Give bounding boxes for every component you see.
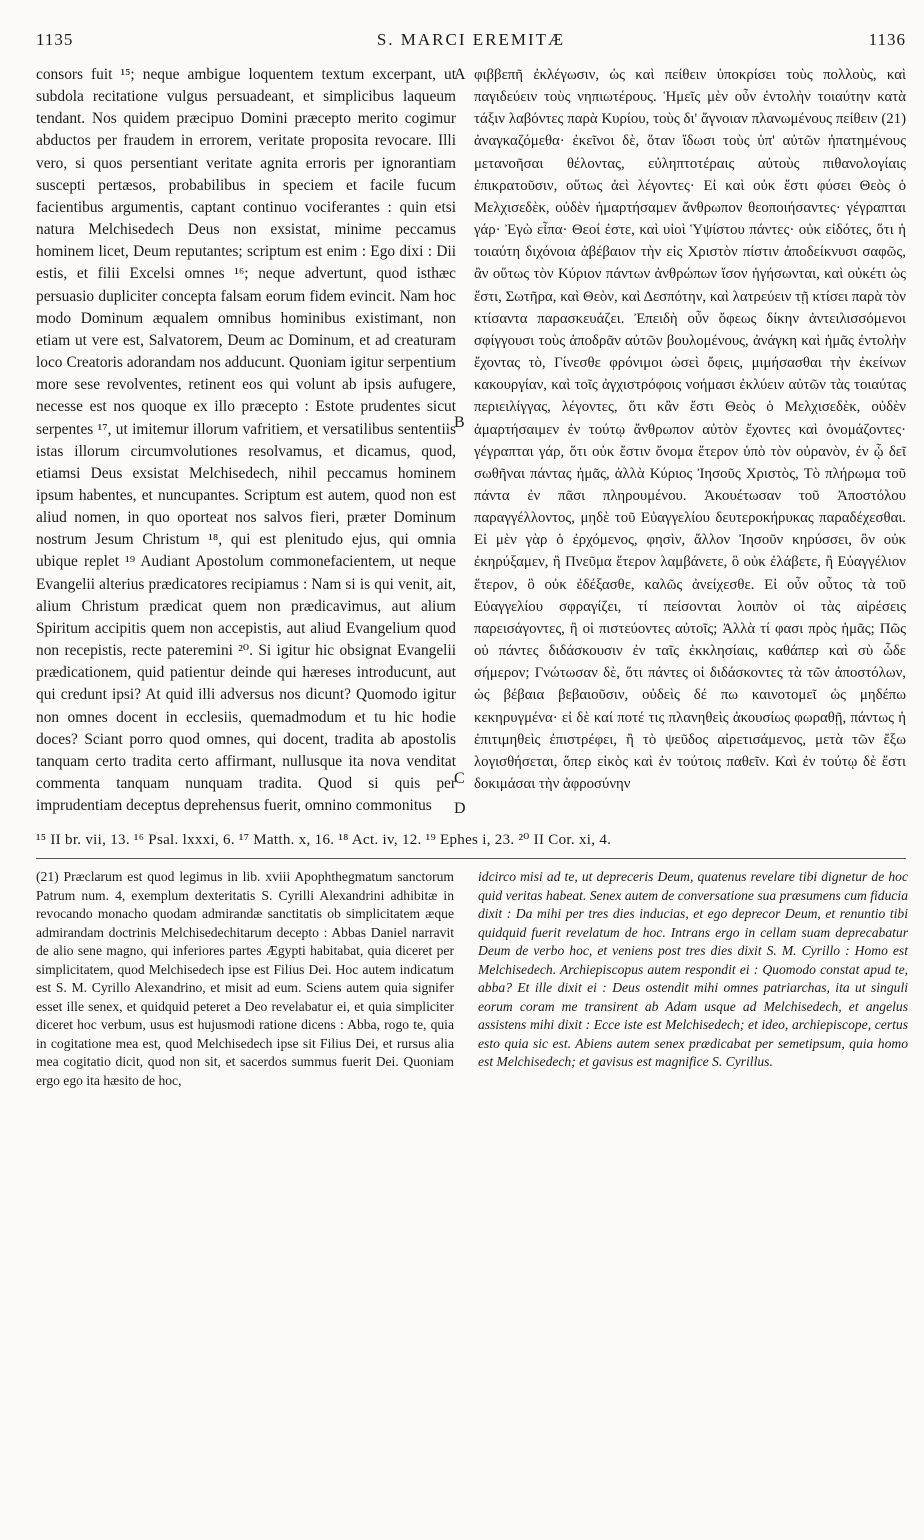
margin-letter-c: C bbox=[454, 770, 465, 787]
main-text bbox=[36, 64, 906, 824]
scripture-references: ¹⁵ II br. vii, 13. ¹⁶ Psal. lxxxi, 6. ¹⁷ Matth. x, 16. ¹⁸ Act. iv, 12. ¹⁹ Ephes i, 23. ²⁰ II Cor. xi, 4. bbox=[36, 832, 612, 848]
margin-letter-a: A bbox=[454, 66, 466, 83]
running-header bbox=[36, 30, 906, 60]
margin-letter-d: D bbox=[454, 800, 466, 817]
latin-text: consors fuit ¹⁵; neque ambigue loquentem textum excerpant, ut subdola recitatione vulgus persuadeant, et simplicibus laqueum tendant. Nos quidem præcipuo Domini præcepto merito cogimur abductos per fraudem in errorem, veritate proposita revocare. Illi vero, si quos persentiant veritate agnita erroris per ignorantiam suscepti pertæsos, probabilibus in speciem et facile fucum facientibus argumentis, captant continuo vociferantes : quin etsi natura Melchisedech Deus non exsistat, minime peccamus hominem licet, Deum reputantes; scriptum est enim : Ego dixi : Dii estis, et filii Excelsi omnes ¹⁶; neque advertunt, quod isthæc persuasio dupliciter concepta falsam eorum fidem evincit. Nam hoc modo Dominum æqualem omnibus hominibus existimant, non etiam ut vere est, Salvatorem, Deum ac Dominum, et ad creaturam loco Creatoris adorandam nos adducunt. Quoniam igitur serpentium more sese revolventes, retinent eos qui volunt ab ipsis aufugere, necesse est nos quoque ex illo præcepto : Estote prudentes sicut serpentes ¹⁷, ut imitemur illorum vafritiem, et versatilibus sententiis istas illorum circumvolutiones resolvamus, et dicamus, quod, etiamsi Deus exsistat Melchisedech, nihil peccamus hominem ipsum habentes, et nuncupantes. Scriptum est autem, quod non est aliud nomen, in quo oporteat nos salvos fieri, præter Dominum nostrum Jesum Christum ¹⁸, qui est plenitudo ejus, qui omnia ubique replet ¹⁹ Audiant Apostolum commonefacientem, ut neque Evangelii alterius prædicatores recipiamus : Nam si is qui venit, ait, alium Christum prædicat quem non prædicavimus, aut alium Spiritum accipitis quem non accepistis, aut aliud Evangelium quod non recepistis, recte pateremini ²⁰. Si igitur hic obsignat Evangelii prædicationem, quid patientur deinde qui hæreses introducunt, aut qui credunt ipsi? At quid illi adversus nos dicunt? Quomodo igitur non omnes docent in ecclesiis, quemadmodum et tu hic hodie doces? Sciant porro quod omnes, qui docent, tradita ab apostolis tanquam certo tradita certo affirmant, nullusque ita nova venditat commenta tanquam nunquam tradita. Quod si quis per imprudentiam deceptus deprehensus fuerit, omnino commonitus bbox=[36, 66, 456, 815]
right-page-number: 1136 bbox=[868, 30, 906, 49]
latin-column bbox=[36, 64, 456, 817]
greek-text: φιββεπῆ ἐκλέγωσιν, ὡς καὶ πείθειν ὑποκρίσει τοὺς πολλοὺς, καὶ παγιδεύειν τοὺς νηπιωτέρους. Ἡμεῖς μὲν οὖν ἐντολὴν τοιαύτην κατὰ τάξιν λαβόντες παρὰ Κυρίου, τοὺς δι' ἄγνοιαν πλανωμένους πείθειν (21) ἀναγκαζόμεθα· ἐκεῖνοι δὲ, ὅταν ἴδωσι τοὺς ὑπ' αὐτῶν ἠπατημένους μετανοῆσαι θέλοντας, εὐληπτοτέραις αὐτοὺς πιθανολογίαις ἐπικρατοῦσιν, οὕτως ἀεὶ λέγοντες· Εἰ καὶ οὐκ ἔστι φύσει Θεὸς ὁ Μελχισεδὲκ, οὐδὲν ἡμαρτήσαμεν ἄνθρωπον θεοποιήσαντες· γέγραπται γάρ· Ἐγὼ εἶπα· Θεοί ἐστε, καὶ υἱοὶ Ὑψίστου πάντες· οὐκ εἰδότες, ὅτι ἡ τοιαύτη διχόνοια ἀβέβαιον τὴν εἰς Χριστὸν πίστιν ἀποδείκνυσι σαφῶς, ἂν οὕτως τὸν Κύριον πάντων ἀνθρώπων ἴσον ἡγήσωνται, καὶ οὐκέτι ὡς ἔστι, Σωτῆρα, καὶ Θεὸν, καὶ Δεσπότην, καὶ λατρεύειν τῇ κτίσει παρὰ τὸν κτίσαντα παρασκευάζει. Ἐπειδὴ οὖν ὄφεως δίκην ἀντειλισσόμενοι σφίγγουσι τοὺς ἀποδρᾶν αὐτῶν βουλομένους, ἀνάγκη καὶ ἡμᾶς ἐντολὴν ἔχοντας τὸ, Γίνεσθε φρόνιμοι ὡσεὶ ὄφεις, μιμήσασθαι τὴν ἐκείνων κακουργίαν, καὶ τοῖς ἀγχιστρόφοις νοήμασι ἐκλύειν αὐτῶν τὰς τοιαύτας περιειλίγγας, λέγοντες, ὅτι κἂν ἔστι Θεὸς ὁ Μελχισεδὲκ, οὐδὲν ἁμαρτήσαιμεν ἐν τούτῳ ἄνθρωπον αὐτὸν ἔχοντες καὶ ὀνομάζοντες· γέγραπται γάρ, ὅτι οὐκ ἔστιν ὄνομα ἕτερον ὑπὸ τὸν οὐρανὸν, ἐν ᾧ δεῖ σωθῆναι πάντας ἡμᾶς, ἀλλὰ Κύριος Ἰησοῦς Χριστὸς, Τὸ πλήρωμα τοῦ πάντα ἐν πᾶσι πληρουμένου. Ἀκουέτωσαν τοῦ Ἀποστόλου παραγγέλλοντος, μηδὲ τοῦ Εὐαγγελίου δευτεροκήρυκας παραδέχεσθαι. Εἰ μὲν γὰρ ὁ ἐρχόμενος, φησὶν, ἄλλον Ἰησοῦν κηρύσσει, ὃν οὐκ ἐκηρύξαμεν, ἢ Πνεῦμα ἕτερον λαμβάνετε, ὃ οὐκ ἐλάβετε, ἢ Εὐαγγέλιον ἕτερον, ὃ οὐκ ἐδέξασθε, καλῶς ἀνείχεσθε. Εἰ οὖν οὗτος τὰ τοῦ Εὐαγγελίου σφραγίζει, τί πείσονται λοιπὸν οἱ τὰς αἱρέσεις παρεισάγοντες, ἢ οἱ πιστεύοντες αὐτοῖς; Ἀλλὰ τί φασι πρὸς ἡμᾶς; Πῶς οὐ πάντες διδάσκουσιν ἐν ταῖς ἐκκλησίαις, καθάπερ καὶ σὺ ὧδε σήμερον; Γνώτωσαν δὲ, ὅτι πάντες οἱ διδάσκοντες τὰ τῶν ἀποστόλων, ὡς βέβαια βεβαιοῦσιν, οὐδεὶς δέ πω καινοτομεῖ ὡς μηδέπω κεκηρυγμένα· εἰ δὲ καί ποτέ τις πλανηθεὶς ἀκουσίως φωραθῇ, πάντως ἡ ἐπιτιμηθεὶς ἐπιστρέφει, ἢ τὸ ψεῦδος αἱρετισάμενος, μετὰ τῶν ἔξω λογισθήσεται, ὅπερ εἰκὸς καὶ ἐν τούτοις παθεῖν. Καὶ ἐν τούτῳ δὲ ἔστι δοκιμάσαι τὴν ἀφροσύνην bbox=[474, 67, 906, 792]
running-title: S. MARCI EREMITÆ bbox=[376, 30, 566, 49]
footnote-right-column: idcirco misi ad te, ut depreceris Deum, quatenus revelare tibi dignetur de hoc quid veritas habeat. Senex autem de conversatione sua præsumens cum fiducia dixit : Da mihi per tres dies inducias, et ego deprecor Deum, et renuntio tibi quidquid fuerit revelatum de hoc. Intrans ergo in cellam suam deprecabatur Deum de verbo hoc, et veniens post tres dies dixit S. M. Cyrillo : Homo est Melchisedech. Archiepiscopus autem respondit ei : Quomodo constat apud te, abba? Et ille dixit ei : Deus ostendit mihi omnes patriarchas, ita ut singuli eorum coram me transirent ab Adam usque ad Melchisedech, et angelus assistens mihi dixit : Ecce iste est Melchisedech; et ideo, archiepiscope, certus esto quia sic est. Abiens autem senex prædicabat per semetipsum, quia homo est Melchisedech; et gavisus est magnifice S. Cyrillus. bbox=[478, 869, 909, 1069]
footnotes bbox=[36, 868, 909, 1468]
footnote-divider bbox=[36, 858, 906, 859]
greek-column bbox=[474, 64, 906, 795]
left-page-number: 1135 bbox=[36, 30, 74, 49]
margin-letter-b: B bbox=[454, 414, 465, 431]
footnote-left-column: (21) Præclarum est quod legimus in lib. xviii Apophthegmatum sanctorum Patrum num. 4, exemplum dexteritatis S. Cyrilli Alexandrini adhibitæ in revocando monacho quodam admirandæ sanctitatis ob simplicitatem æque admirandam doctrinis Melchisedechitarum decepto : Abbas Daniel narravit de alio sene magno, qui inferiores partes Ægypti habitabat, quia diceret per simplicitatem, quod Melchisedech ipse est Filius Dei. Hoc autem indicatum est S. M. Cyrillo Alexandrino, et misit ad eum. Sciens autem quia signifer esset ille senex, et quidquid peteret a Deo revelabatur ei, et quia simpliciter diceret hoc verbum, usus est hujusmodi ratione dicens : Abba, rogo te, quia in cogitatione mea est, quod Melchisedech ipse sit Filius Dei, et rursus alia mea cogitatio dicit, quod non sit, et sacerdos summus fuerit Dei. Quoniam ergo ego ita hæsito de hoc, bbox=[36, 869, 454, 1088]
margin-letters bbox=[454, 64, 474, 824]
